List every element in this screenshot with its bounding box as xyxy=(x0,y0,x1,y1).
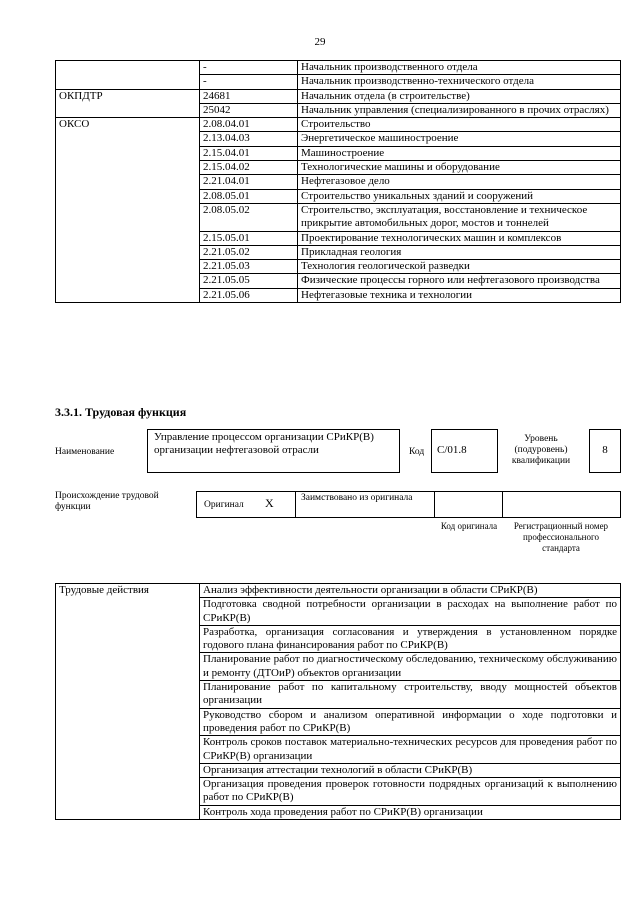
labor-action-item: Анализ эффективности деятельности организации в области СРиКР(В) xyxy=(200,584,621,598)
name-cell: Проектирование технологических машин и комплексов xyxy=(298,231,621,245)
name-label: Наименование xyxy=(55,447,115,457)
name-cell: Технологические машины и оборудование xyxy=(298,161,621,175)
code-cell: - xyxy=(200,61,298,75)
labor-action-item: Руководство сбором и анализом оперативной информации о ходе подготовки и проведения работ по СРиКР(В) xyxy=(200,708,621,736)
code-cell: 2.21.05.06 xyxy=(200,288,298,302)
table-row xyxy=(56,584,621,598)
borrowed-label: Заимствовано из оригинала xyxy=(295,491,435,518)
labor-action-item: Планирование работ по капитальному строительству, вводу мощностей объектов организации xyxy=(200,681,621,709)
table-row xyxy=(56,118,621,132)
classifier-cell: ОКСО xyxy=(56,118,200,303)
labor-action-item: Контроль сроков поставок материально-технических ресурсов для проведения работ по СРиКР(В) организации xyxy=(200,736,621,764)
code-cell: 24681 xyxy=(200,89,298,103)
code-cell: 2.15.04.02 xyxy=(200,161,298,175)
labor-action-item: Разработка, организация согласования и утверждения в установленном порядке годового плана финансирования работ по СРиКР(В) xyxy=(200,625,621,653)
reg-number-caption: Регистрационный номер профессионального стандарта xyxy=(513,521,609,553)
name-cell: Машиностроение xyxy=(298,146,621,160)
name-cell: Нефтегазовое дело xyxy=(298,175,621,189)
code-label: Код xyxy=(409,447,425,457)
table-row xyxy=(56,89,621,103)
labor-action-item: Контроль хода проведения работ по СРиКР(В) организации xyxy=(200,805,621,819)
name-cell: Начальник управления (специализированного в прочих отраслях) xyxy=(298,103,621,117)
code-cell: 2.15.05.01 xyxy=(200,231,298,245)
reg-number-cell xyxy=(502,491,621,518)
name-cell: Строительство уникальных зданий и сооружений xyxy=(298,189,621,203)
code-cell: 2.21.05.03 xyxy=(200,260,298,274)
code-cell: 2.08.05.01 xyxy=(200,189,298,203)
codes-table xyxy=(55,60,621,303)
labor-action-item: Планирование работ по диагностическому обследованию, техническому обслуживанию и ремонту (ДТОиР) объектов организации xyxy=(200,653,621,681)
name-cell: Прикладная геология xyxy=(298,245,621,259)
name-cell: Строительство, эксплуатация, восстановление и техническое прикрытие автомобильных дорог, мостов и тоннелей xyxy=(298,203,621,231)
table-row xyxy=(56,61,621,75)
section-title: 3.3.1. Трудовая функция xyxy=(55,405,187,419)
original-label: Оригинал xyxy=(204,500,244,510)
code-original-caption: Код оригинала xyxy=(440,521,498,531)
name-cell: Строительство xyxy=(298,118,621,132)
labor-action-item: Организация проведения проверок готовности подрядных организаций к выполнению работ по СРиКР(В) xyxy=(200,778,621,806)
name-cell: Начальник отдела (в строительстве) xyxy=(298,89,621,103)
level-label: Уровень (подуровень) квалификации xyxy=(511,434,571,466)
name-cell: Энергетическое машиностроение xyxy=(298,132,621,146)
name-cell: Технология геологической разведки xyxy=(298,260,621,274)
classifier-cell: ОКПДТР xyxy=(56,89,200,118)
labor-actions-table xyxy=(55,583,621,820)
classifier-cell xyxy=(56,61,200,90)
name-cell: Начальник производственного отдела xyxy=(298,61,621,75)
code-cell: 2.08.05.02 xyxy=(200,203,298,231)
code-cell: 2.13.04.03 xyxy=(200,132,298,146)
original-cell xyxy=(196,491,296,518)
code-cell: 25042 xyxy=(200,103,298,117)
code-cell: 2.15.04.01 xyxy=(200,146,298,160)
code-cell: - xyxy=(200,75,298,89)
page-number: 29 xyxy=(314,36,326,48)
code-cell: 2.21.05.05 xyxy=(200,274,298,288)
name-cell: Физические процессы горного или нефтегазового производства xyxy=(298,274,621,288)
function-level: 8 xyxy=(589,429,621,473)
function-name: Управление процессом организации СРиКР(В) организации нефтегазовой отрасли xyxy=(147,429,400,473)
code-cell: 2.08.04.01 xyxy=(200,118,298,132)
labor-actions-label: Трудовые действия xyxy=(56,584,200,820)
code-original-cell xyxy=(434,491,503,518)
labor-action-item: Подготовка сводной потребности организации в расходах на выполнение работ по СРиКР(В) xyxy=(200,598,621,626)
code-cell: 2.21.04.01 xyxy=(200,175,298,189)
name-cell: Нефтегазовые техника и технологии xyxy=(298,288,621,302)
origin-label: Происхождение трудовой функции xyxy=(55,491,159,512)
name-cell: Начальник производственно-технического отдела xyxy=(298,75,621,89)
labor-action-item: Организация аттестации технологий в области СРиКР(В) xyxy=(200,763,621,777)
code-cell: 2.21.05.02 xyxy=(200,245,298,259)
original-mark: X xyxy=(265,496,274,510)
function-code: C/01.8 xyxy=(431,429,498,473)
